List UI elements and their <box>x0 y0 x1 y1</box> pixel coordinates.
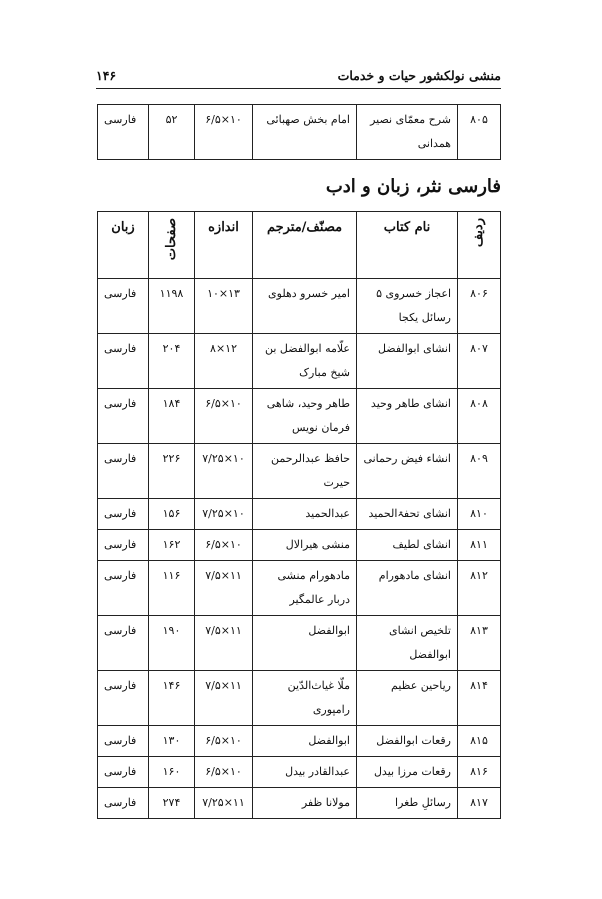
continued-table <box>97 104 501 160</box>
language: فارسی <box>98 671 149 726</box>
table-row <box>98 334 501 389</box>
books-table <box>97 211 501 819</box>
pages: ۱۶۰ <box>149 757 195 788</box>
table-header-row <box>98 212 501 279</box>
table-row <box>98 499 501 530</box>
language: فارسی <box>98 334 149 389</box>
header-author: مصنّف/مترجم <box>253 212 357 279</box>
row-index: ۸۰۵ <box>458 105 501 160</box>
size: ۱۰×۶/۵ <box>195 105 253 160</box>
language: فارسی <box>98 499 149 530</box>
running-title: منشی نولکشور حیات و خدمات <box>337 67 501 83</box>
pages: ۵۲ <box>149 105 195 160</box>
pages: ۱۹۰ <box>149 616 195 671</box>
table-row <box>98 616 501 671</box>
book-title: انشای تحفۃالحمید <box>357 499 458 530</box>
size: ۱۱×۷/۵ <box>195 671 253 726</box>
book-title: انشای مادهورام <box>357 561 458 616</box>
table-row <box>98 105 501 160</box>
table-row <box>98 389 501 444</box>
book-title: اعجاز خسروی ۵ رسائل یکجا <box>357 279 458 334</box>
size: ۱۳×۱۰ <box>195 279 253 334</box>
book-title: رسائلِ طغرا <box>357 788 458 819</box>
pages: ۱۱۹۸ <box>149 279 195 334</box>
table-row <box>98 444 501 499</box>
author: علّامه ابوالفضل بن شیخ مبارک <box>253 334 357 389</box>
row-index: ۸۰۸ <box>458 389 501 444</box>
pages: ۲۲۶ <box>149 444 195 499</box>
size: ۱۲×۸ <box>195 334 253 389</box>
book-title: شرح معمّای نصیر همدانی <box>357 105 458 160</box>
size: ۱۰×۶/۵ <box>195 726 253 757</box>
size: ۱۱×۷/۵ <box>195 616 253 671</box>
header-language: زبان <box>98 212 149 279</box>
header-size: اندازه <box>195 212 253 279</box>
author: امام بخش صهبائی <box>253 105 357 160</box>
table-row <box>98 671 501 726</box>
author: منشی هیرالال <box>253 530 357 561</box>
row-index: ۸۱۷ <box>458 788 501 819</box>
running-head <box>96 64 501 86</box>
row-index: ۸۰۶ <box>458 279 501 334</box>
author: طاهر وحید، شاهی فرمان نویس <box>253 389 357 444</box>
book-title: رقعات مرزا بیدل <box>357 757 458 788</box>
author: ابوالفضل <box>253 616 357 671</box>
book-title: انشای لطیف <box>357 530 458 561</box>
book-title: تلخیص انشای ابوالفضل <box>357 616 458 671</box>
language: فارسی <box>98 616 149 671</box>
book-title: انشاء فیض رحمانی <box>357 444 458 499</box>
pages: ۱۱۶ <box>149 561 195 616</box>
section-title: فارسی نثر، زبان و ادب <box>325 176 501 197</box>
header-book: نام کتاب <box>357 212 458 279</box>
pages: ۱۶۲ <box>149 530 195 561</box>
row-index: ۸۱۶ <box>458 757 501 788</box>
language: فارسی <box>98 757 149 788</box>
language: فارسی <box>98 279 149 334</box>
author: ملّا غیاث‌الدّین رامپوری <box>253 671 357 726</box>
author: مولانا ظفر <box>253 788 357 819</box>
row-index: ۸۱۵ <box>458 726 501 757</box>
table-row <box>98 788 501 819</box>
book-title: ریاحین عظیم <box>357 671 458 726</box>
pages: ۲۷۴ <box>149 788 195 819</box>
author: عبدالقادر بیدل <box>253 757 357 788</box>
size: ۱۱×۷/۲۵ <box>195 788 253 819</box>
pages: ۲۰۴ <box>149 334 195 389</box>
book-title: انشای ابوالفضل <box>357 334 458 389</box>
header-index: ردیف <box>458 212 501 279</box>
language: فارسی <box>98 788 149 819</box>
table-row <box>98 530 501 561</box>
table-row <box>98 279 501 334</box>
table-row <box>98 561 501 616</box>
pages: ۱۳۰ <box>149 726 195 757</box>
pages: ۱۵۶ <box>149 499 195 530</box>
language: فارسی <box>98 389 149 444</box>
row-index: ۸۱۳ <box>458 616 501 671</box>
language: فارسی <box>98 561 149 616</box>
author: حافظ عبدالرحمن حیرت <box>253 444 357 499</box>
size: ۱۱×۷/۵ <box>195 561 253 616</box>
language: فارسی <box>98 726 149 757</box>
size: ۱۰×۷/۲۵ <box>195 444 253 499</box>
book-title: رقعات ابوالفضل <box>357 726 458 757</box>
author: ابوالفضل <box>253 726 357 757</box>
table-row <box>98 726 501 757</box>
author: امیر خسرو دهلوی <box>253 279 357 334</box>
language: فارسی <box>98 105 149 160</box>
size: ۱۰×۷/۲۵ <box>195 499 253 530</box>
page-number: ۱۴۶ <box>96 67 117 83</box>
size: ۱۰×۶/۵ <box>195 757 253 788</box>
row-index: ۸۰۷ <box>458 334 501 389</box>
header-rule <box>96 88 501 89</box>
book-title: انشای طاهر وحید <box>357 389 458 444</box>
language: فارسی <box>98 444 149 499</box>
pages: ۱۸۴ <box>149 389 195 444</box>
header-pages: صفحات <box>149 212 195 279</box>
author: مادهورام منشی دربار عالمگیر <box>253 561 357 616</box>
size: ۱۰×۶/۵ <box>195 389 253 444</box>
row-index: ۸۰۹ <box>458 444 501 499</box>
row-index: ۸۱۱ <box>458 530 501 561</box>
row-index: ۸۱۴ <box>458 671 501 726</box>
size: ۱۰×۶/۵ <box>195 530 253 561</box>
table-row <box>98 757 501 788</box>
row-index: ۸۱۰ <box>458 499 501 530</box>
row-index: ۸۱۲ <box>458 561 501 616</box>
language: فارسی <box>98 530 149 561</box>
pages: ۱۴۶ <box>149 671 195 726</box>
author: عبدالحمید <box>253 499 357 530</box>
